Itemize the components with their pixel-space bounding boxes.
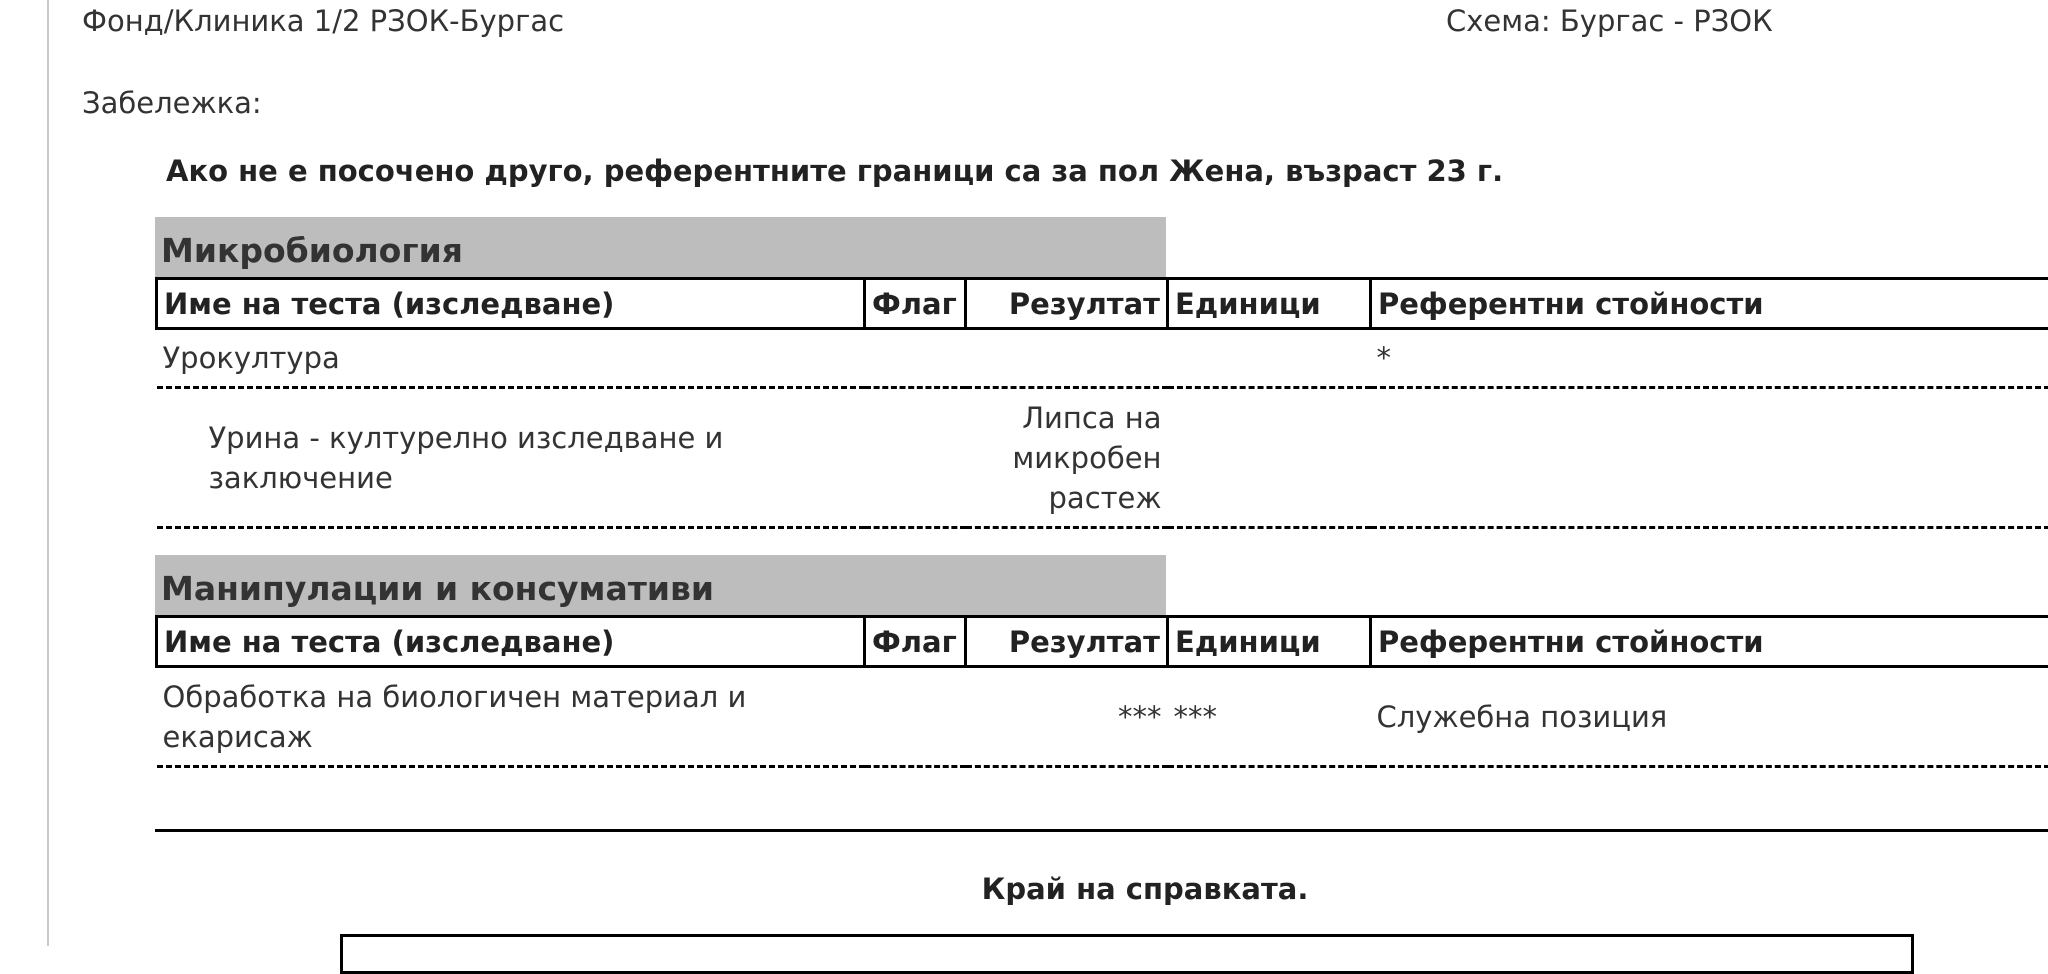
column-header-flag: Флаг xyxy=(865,279,966,329)
flag-cell xyxy=(865,388,966,528)
results-table-manipulations xyxy=(155,615,2048,768)
column-header-test: Име на теста (изследване) xyxy=(157,279,865,329)
units-cell: *** xyxy=(1168,667,1371,767)
column-header-result: Резултат xyxy=(966,617,1168,667)
note-label: Забележка: xyxy=(82,86,262,120)
flag-cell xyxy=(865,667,966,767)
end-divider xyxy=(155,829,2048,832)
column-header-units: Единици xyxy=(1168,279,1371,329)
column-header-result: Резултат xyxy=(966,279,1168,329)
test-name: Урокултура xyxy=(157,329,865,388)
reference-cell xyxy=(1371,388,2048,528)
test-name: Обработка на биологичен материал и екарисаж xyxy=(157,667,865,767)
column-header-reference: Референтни стойности xyxy=(1371,617,2048,667)
result-cell: *** xyxy=(966,667,1168,767)
units-cell xyxy=(1168,388,1371,528)
table-row xyxy=(157,667,2048,767)
section-title-microbiology: Микробиология xyxy=(155,217,1166,277)
column-header-test: Име на теста (изследване) xyxy=(157,617,865,667)
flag-cell xyxy=(865,329,966,388)
result-cell xyxy=(966,329,1168,388)
results-table-microbiology xyxy=(155,277,2048,529)
column-header-units: Единици xyxy=(1168,617,1371,667)
table-row xyxy=(157,388,2048,528)
column-header-reference: Референтни стойности xyxy=(1371,279,2048,329)
reference-notice: Ако не е посочено друго, референтните граници са за пол Жена, възраст 23 г. xyxy=(166,154,1503,188)
end-of-report: Край на справката. xyxy=(0,872,2048,906)
table-header-row xyxy=(157,617,2048,667)
fund-clinic-label: Фонд/Клиника 1/2 РЗОК-Бургас xyxy=(82,4,564,38)
page-left-border xyxy=(47,0,49,946)
table-header-row xyxy=(157,279,2048,329)
test-name: Урина - културелно изследване и заключение xyxy=(157,388,865,528)
signature-box xyxy=(340,934,1914,974)
reference-cell: * xyxy=(1371,329,2048,388)
result-cell: Липса на микробен растеж xyxy=(966,388,1168,528)
units-cell xyxy=(1168,329,1371,388)
scheme-label: Схема: Бургас - РЗОК xyxy=(1446,4,1773,38)
column-header-flag: Флаг xyxy=(865,617,966,667)
table-row xyxy=(157,329,2048,388)
section-title-manipulations: Манипулации и консумативи xyxy=(155,555,1166,615)
reference-cell: Служебна позиция xyxy=(1371,667,2048,767)
